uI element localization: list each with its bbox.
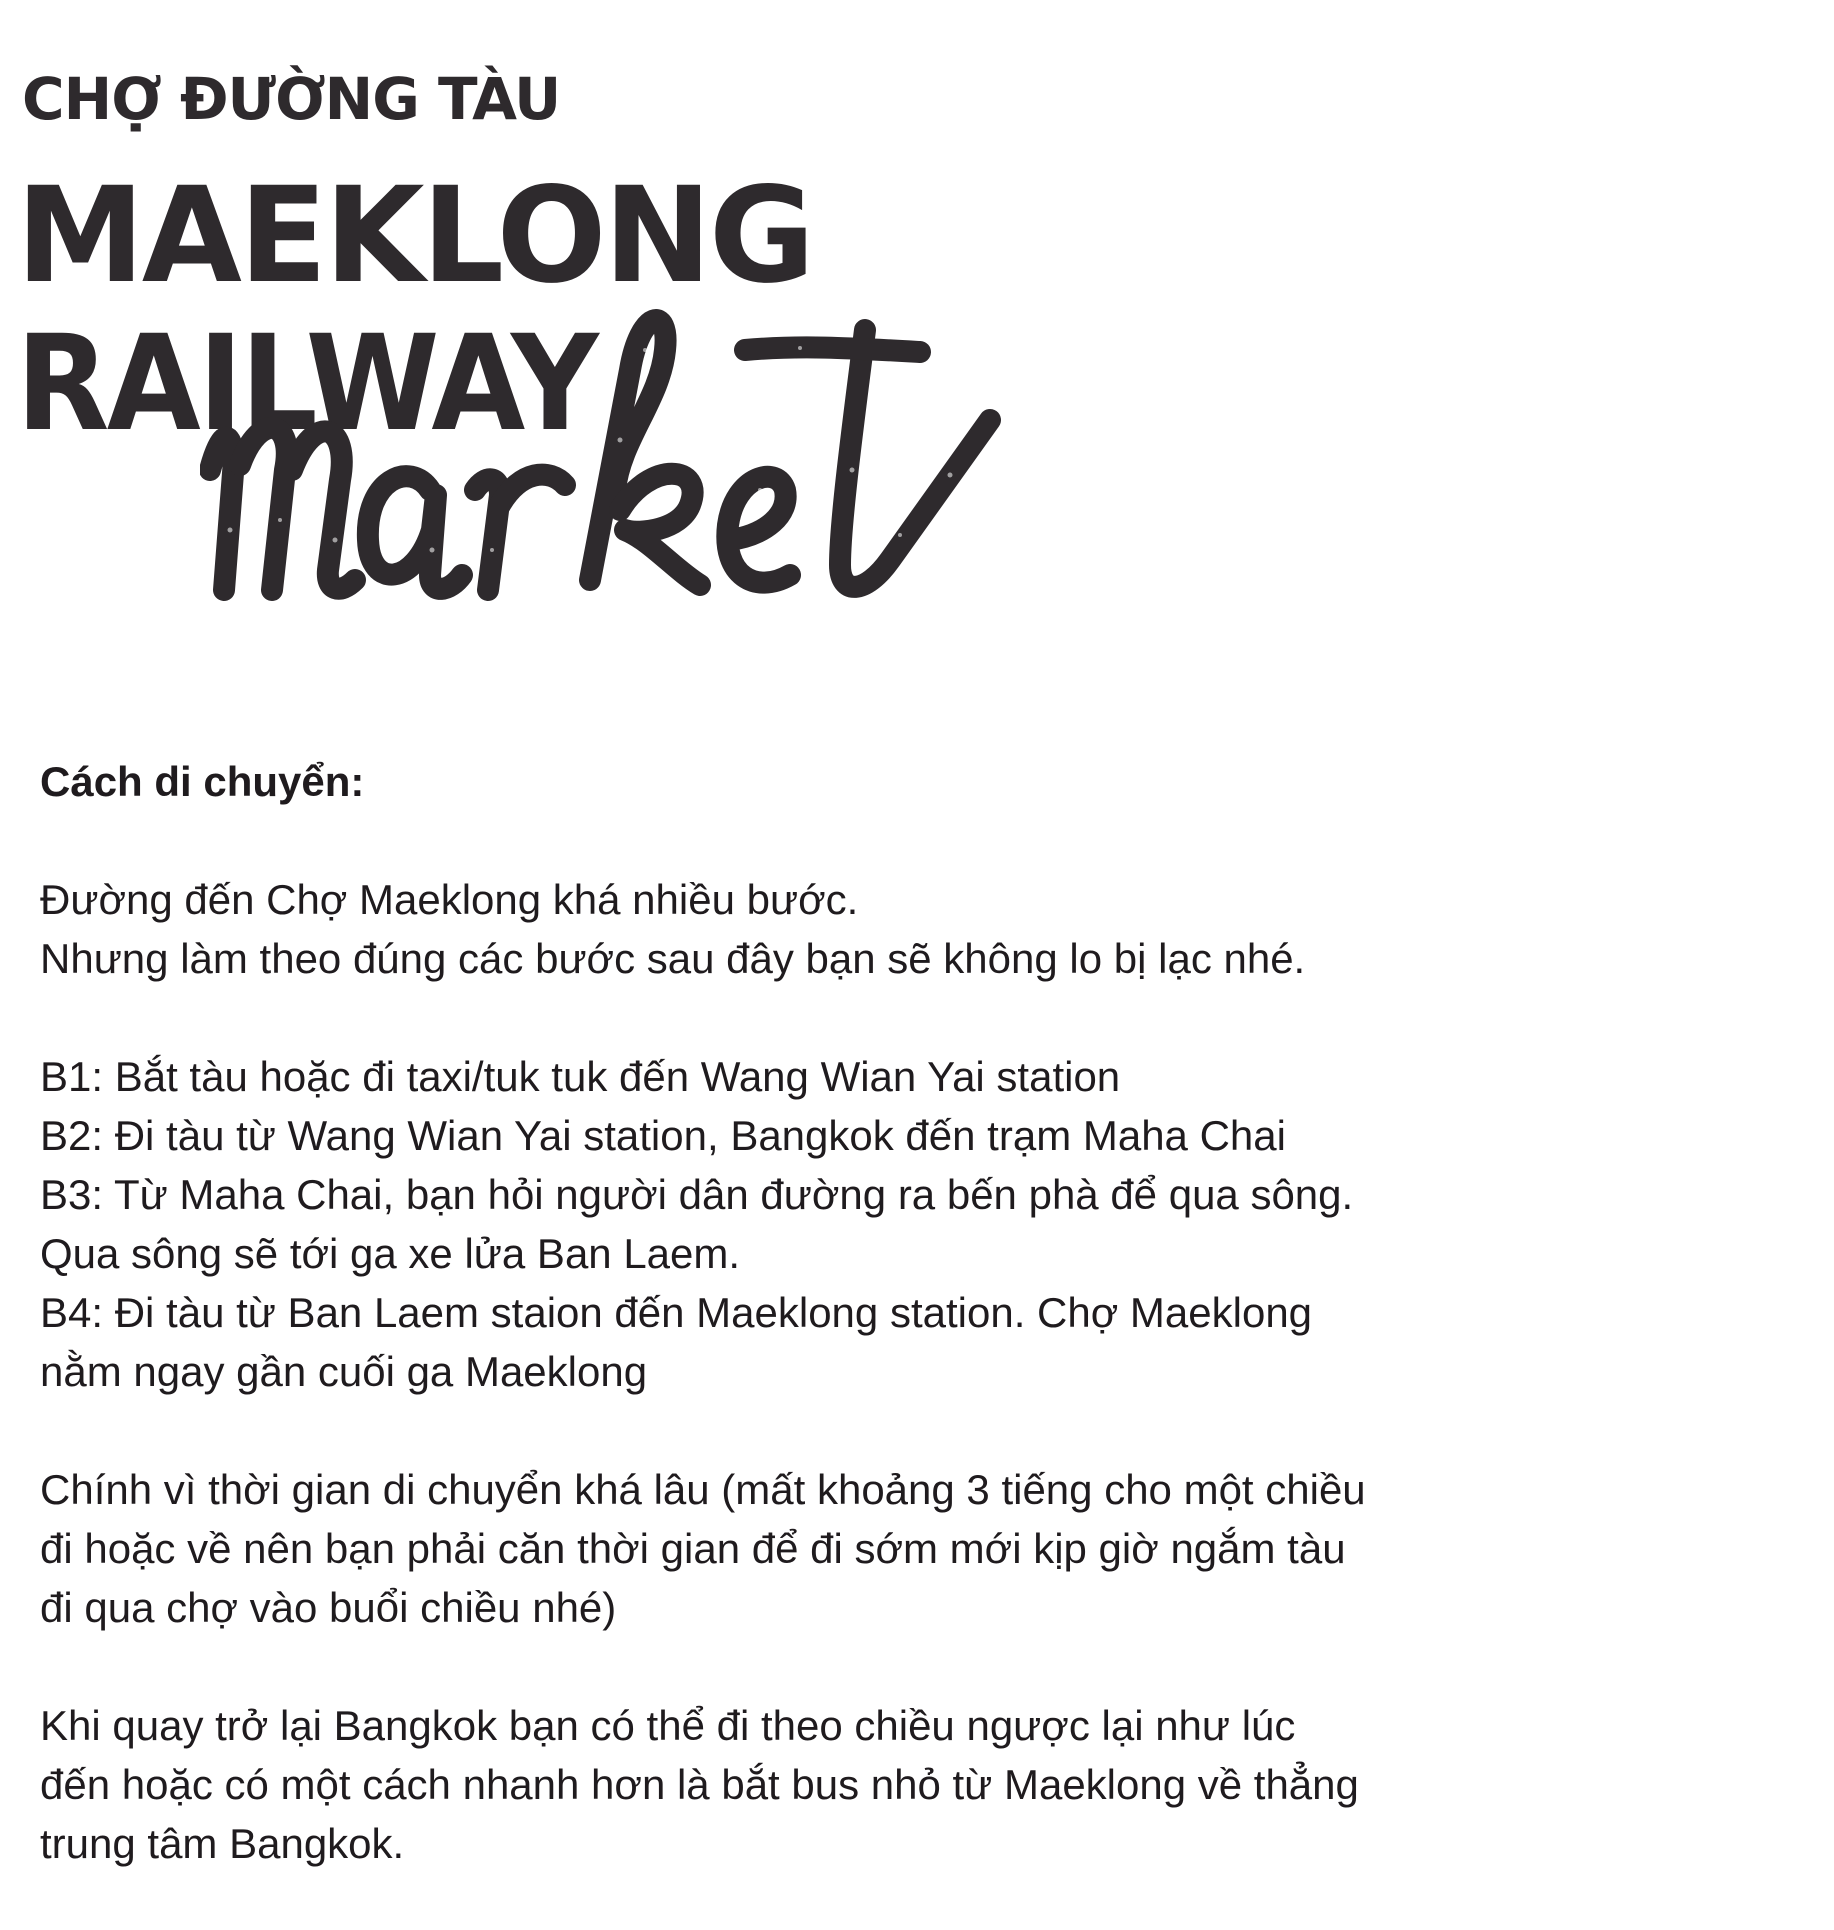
- step-line: Qua sông sẽ tới ga xe lửa Ban Laem.: [40, 1230, 741, 1277]
- spacer: [40, 988, 1600, 1047]
- article-body: [40, 752, 1600, 1873]
- title-maeklong: MAEKLONG: [16, 159, 813, 313]
- note-line: đi qua chợ vào buổi chiều nhé): [40, 1584, 617, 1631]
- return-line: đến hoặc có một cách nhanh hơn là bắt bus nhỏ từ Maeklong về thẳng: [40, 1761, 1359, 1808]
- return-line: trung tâm Bangkok.: [40, 1820, 405, 1867]
- market-script-lettering: [200, 290, 1060, 650]
- spacer: [40, 1401, 1600, 1460]
- step-line: nằm ngay gần cuối ga Maeklong: [40, 1348, 648, 1395]
- section-heading: Cách di chuyển:: [40, 758, 365, 805]
- spacer: [40, 1637, 1600, 1696]
- market-script-drawing: [200, 290, 1060, 650]
- note-line: đi hoặc về nên bạn phải căn thời gian để đi sớm mới kịp giờ ngắm tàu: [40, 1525, 1346, 1572]
- step-line: B2: Đi tàu từ Wang Wian Yai station, Bangkok đến trạm Maha Chai: [40, 1112, 1286, 1159]
- step-line: B3: Từ Maha Chai, bạn hỏi người dân đường ra bến phà để qua sông.: [40, 1171, 1354, 1218]
- step-line: B4: Đi tàu từ Ban Laem staion đến Maeklong station. Chợ Maeklong: [40, 1289, 1313, 1336]
- title-railway: RAILWAY: [16, 307, 597, 461]
- note-line: Chính vì thời gian di chuyển khá lâu (mất khoảng 3 tiếng cho một chiều: [40, 1466, 1366, 1513]
- intro-line: Nhưng làm theo đúng các bước sau đây bạn sẽ không lo bị lạc nhé.: [40, 935, 1306, 982]
- spacer: [40, 811, 1600, 870]
- intro-line: Đường đến Chợ Maeklong khá nhiều bước.: [40, 876, 859, 923]
- title-subtitle: CHỢ ĐƯỜNG TÀU: [22, 65, 561, 133]
- return-line: Khi quay trở lại Bangkok bạn có thể đi theo chiều ngược lại như lúc: [40, 1702, 1296, 1749]
- step-line: B1: Bắt tàu hoặc đi taxi/tuk tuk đến Wang Wian Yai station: [40, 1053, 1121, 1100]
